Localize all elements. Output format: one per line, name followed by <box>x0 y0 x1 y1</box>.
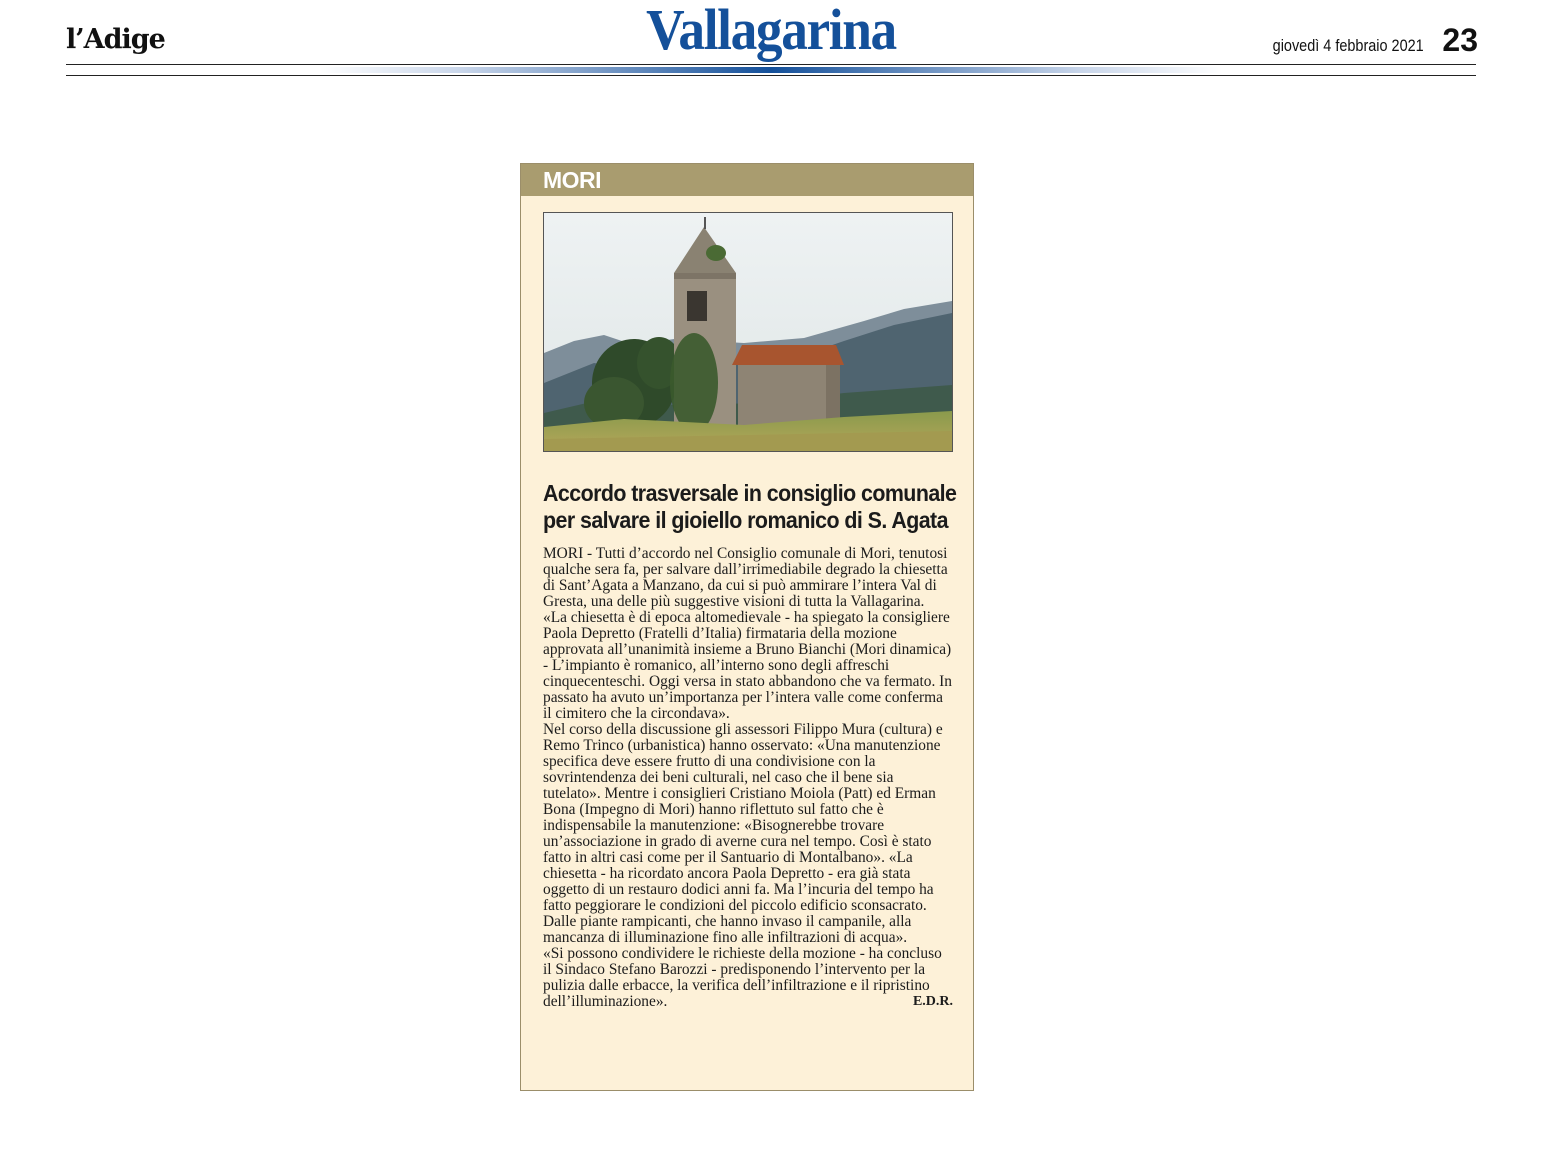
church-photo-illustration <box>544 213 952 451</box>
article-body <box>543 546 953 1010</box>
article-box <box>520 163 974 1091</box>
article-paragraph: MORI - Tutti d’accordo nel Consiglio comunale di Mori, tenutosi qualche sera fa, per salvare dall’irrimediabile degrado la chiesetta di Sant’Agata a Manzano, da cui si può ammirare l’intera Val di Gresta, una delle più suggestive visioni di tutta la Vallagarina. <box>543 545 948 610</box>
headline-line: per salvare il gioiello romanico di S. Agata <box>543 507 948 533</box>
newspaper-name: l’Adige <box>66 24 165 55</box>
publication-date: giovedì 4 febbraio 2021 <box>1272 36 1424 55</box>
masthead-rule-bottom <box>66 75 1476 76</box>
article-paragraph-last <box>543 946 953 1010</box>
kicker-bar <box>521 164 973 196</box>
article-paragraph: «La chiesetta è di epoca altomedievale - ha spiegato la consigliere Paola Depretto (Fratelli d’Italia) firmataria della mozione approvata all’unanimità insieme a Bruno Bianchi (Mori dinamica) - L’impianto è romanico, all’interno sono degli affreschi cinquecenteschi. Oggi versa in stato abbandono che va fermato. In passato ha avuto un’importanza per l’intera valle come conferma il cimitero che la circondava». <box>543 609 952 722</box>
author-signature: E.D.R. <box>912 994 953 1009</box>
masthead-rule-top <box>66 64 1476 65</box>
article-paragraph-text: «Si possono condividere le richieste della mozione - ha concluso il Sindaco Stefano Barozzi - predisponendo l’intervento per la pulizia dalle erbacce, la verifica dell’infiltrazione e il ripristino dell’illuminazione». <box>543 945 942 1010</box>
article-headline <box>543 480 957 534</box>
masthead <box>0 0 1542 80</box>
section-title: Vallagarina <box>646 0 896 62</box>
headline-line: Accordo trasversale in consiglio comunale <box>543 480 957 506</box>
masthead-gradient-band <box>66 67 1476 73</box>
article-paragraph: Nel corso della discussione gli assessori Filippo Mura (cultura) e Remo Trinco (urbanistica) hanno osservato: «Una manutenzione specifica deve essere frutto di una condivisione con la sovrintendenza dei beni culturali, nel caso che il bene sia tutelato». Mentre i consiglieri Cristiano Moiola (Patt) ed Erman Bona (Impegno di Mori) hanno riflettuto sul fatto che è indispensabile la manutenzione: «Bisognerebbe trovare un’associazione in grado di averne cura nel tempo. Così è stato fatto in altri casi come per il Santuario di Montalbano». «La chiesetta - ha ricordato ancora Paola Depretto - era già stata oggetto di un restauro dodici anni fa. Ma l’incuria del tempo ha fatto peggiorare le condizioni del piccolo edificio sconsacrato. Dalle piante rampicanti, che hanno invaso il campanile, alla mancanza di illuminazione fino alle infiltrazioni di acqua». <box>543 721 943 946</box>
page-number: 23 <box>1442 22 1478 58</box>
article-photo <box>543 212 953 452</box>
article-kicker: MORI <box>543 167 602 193</box>
